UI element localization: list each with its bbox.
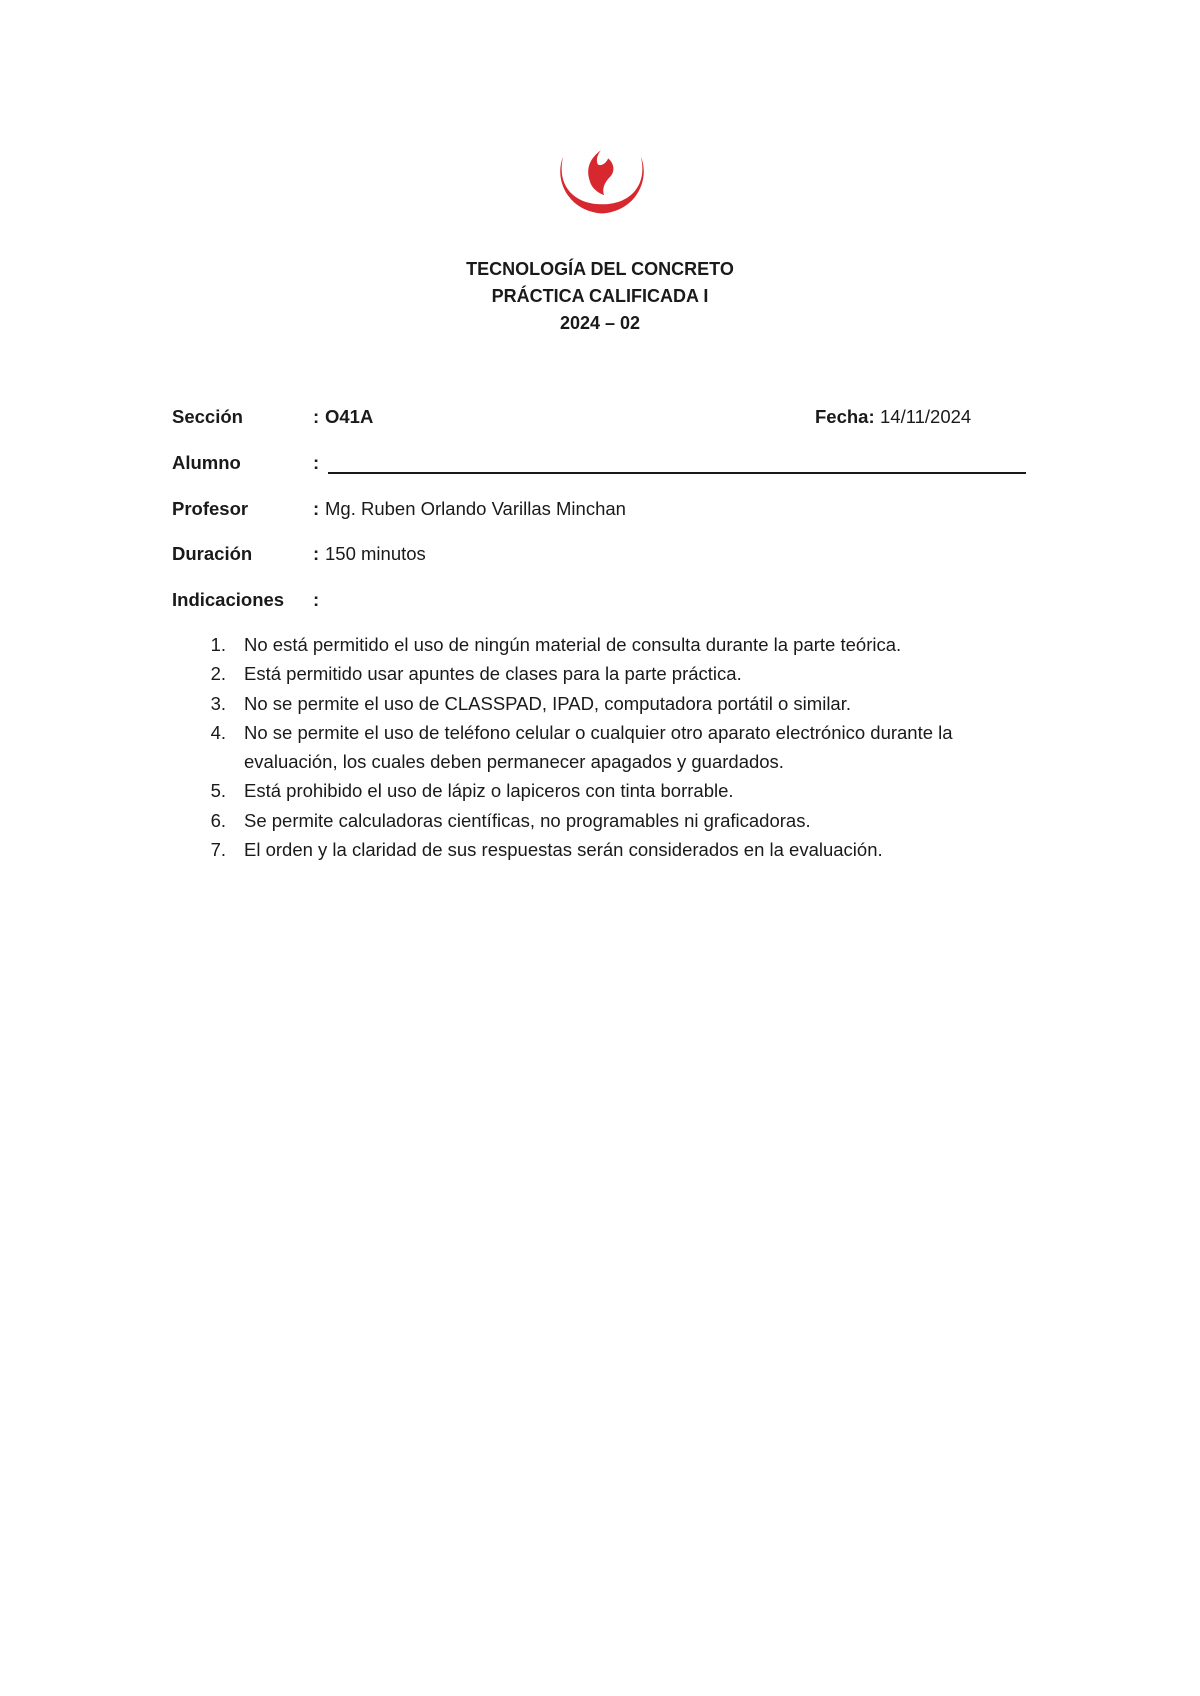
instructions-list <box>206 630 1032 864</box>
list-item-text: Está permitido usar apuntes de clases para la parte práctica. <box>244 663 742 685</box>
exam-title: PRÁCTICA CALIFICADA I <box>491 286 709 306</box>
list-item-number: 5. <box>210 780 226 802</box>
exam-header <box>0 256 1200 337</box>
fecha-value: 14/11/2024 <box>880 406 972 427</box>
list-item-text: No está permitido el uso de ningún material de consulta durante la parte teórica. <box>244 634 902 655</box>
list-item-number: 2. <box>210 663 226 685</box>
duracion-colon: : <box>313 543 320 564</box>
list-item <box>206 689 1032 718</box>
indicaciones-colon: : <box>313 589 320 610</box>
list-item-number: 1. <box>210 634 226 655</box>
list-item <box>206 835 1032 864</box>
course-title: TECNOLOGÍA DEL CONCRETO <box>466 259 734 279</box>
profesor-value: Mg. Ruben Orlando Varillas Minchan <box>325 498 626 519</box>
list-item-number: 3. <box>210 692 226 714</box>
seccion-colon: : <box>313 406 320 427</box>
list-item-text: El orden y la claridad de sus respuestas serán considerados en la evaluación. <box>244 839 883 861</box>
alumno-blank-line[interactable] <box>328 472 1026 474</box>
indicaciones-label: Indicaciones <box>172 589 285 610</box>
list-item <box>206 630 1032 659</box>
list-item-number: 4. <box>210 721 226 743</box>
list-item-text: Está prohibido el uso de lápiz o lapiceros con tinta borrable. <box>244 780 734 802</box>
list-item-number: 6. <box>210 809 226 831</box>
list-item-text: No se permite el uso de teléfono celular o cualquier otro aparato electrónico durante la evaluación, los cuales deben permanecer apagados y guardados. <box>244 721 953 773</box>
list-item <box>206 776 1032 805</box>
exam-period: 2024 – 02 <box>559 313 641 333</box>
profesor-colon: : <box>313 498 320 519</box>
list-item <box>206 806 1032 835</box>
list-item <box>206 659 1032 688</box>
duracion-label: Duración <box>172 543 253 564</box>
university-flame-logo-icon <box>551 146 653 232</box>
alumno-colon: : <box>313 452 320 473</box>
list-item <box>206 718 1032 777</box>
profesor-label: Profesor <box>172 498 249 519</box>
seccion-value: O41A <box>325 406 374 427</box>
list-item-number: 7. <box>210 839 226 861</box>
seccion-label: Sección <box>172 406 243 427</box>
list-item-text: Se permite calculadoras científicas, no programables ni graficadoras. <box>244 809 811 831</box>
duracion-value: 150 minutos <box>325 543 426 564</box>
list-item-text: No se permite el uso de CLASSPAD, IPAD, computadora portátil o similar. <box>244 692 851 714</box>
alumno-label: Alumno <box>172 452 241 473</box>
fecha-label: Fecha: <box>815 406 875 427</box>
